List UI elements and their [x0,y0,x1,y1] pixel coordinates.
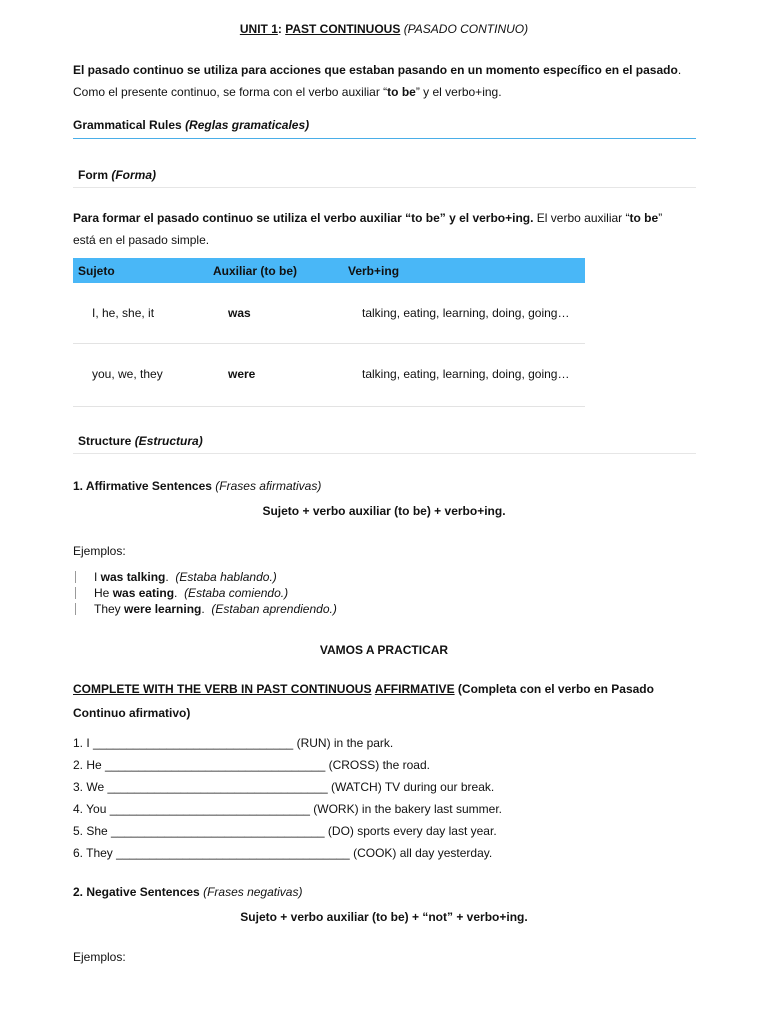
table-header [73,258,585,283]
table-row-1-verb: talking, eating, learning, doing, going… [362,306,570,320]
table-row-2-subject: you, we, they [92,367,163,381]
intro-line-2: Como el presente continuo, se forma con el verbo auxiliar “to be” y el verbo+ing. [73,85,502,99]
negative-examples-label: Ejemplos: [73,950,126,964]
negative-formula: Sujeto + verbo auxiliar (to be) + “not” + verbo+ing. [240,910,528,924]
affirmative-formula: Sujeto + verbo auxiliar (to be) + verbo+ing. [262,504,506,518]
answer-blank[interactable]: _________________________________ [107,780,328,794]
intro-line-1: El pasado continuo se utiliza para acciones que estaban pasando en un momento específico en el pasado. [73,63,682,77]
answer-blank[interactable]: ______________________________ [93,736,294,750]
page-title [0,22,768,36]
form-divider [73,187,696,188]
example-bar [75,587,76,599]
exercise-item-2: 2. He _________________________________ (CROSS) the road. [73,758,430,772]
answer-blank[interactable]: ______________________________ [109,802,310,816]
exercise-item-3: 3. We _________________________________ (WATCH) TV during our break. [73,780,495,794]
unit-label: UNIT 1 [239,22,278,36]
exercise-item-5: 5. She ________________________________ (DO) sports every day last year. [73,824,497,838]
table-row-2-auxiliary: were [228,367,256,381]
topic-es-label: (PASADO CONTINUO) [403,22,529,36]
topic-label: PAST CONTINUOUS [285,22,401,36]
form-description-line-2: está en el pasado simple. [73,233,210,247]
exercise-item-4: 4. You ______________________________ (WORK) in the bakery last summer. [73,802,502,816]
table-row-1-subject: I, he, she, it [92,306,155,320]
exercise-item-6: 6. They ___________________________________ (COOK) all day yesterday. [73,846,493,860]
table-row-1-auxiliary: was [228,306,251,320]
practice-instruction-line-1: COMPLETE WITH THE VERB IN PAST CONTINUOUS AFFIRMATIVE (Completa con el verbo en Pasado [73,682,654,696]
title-colon: : [277,22,282,36]
table-bottom-border [73,406,585,407]
answer-blank[interactable]: ___________________________________ [116,846,350,860]
affirmative-examples-label: Ejemplos: [73,544,126,558]
table-header-verb: Verb+ing [348,264,400,278]
table-header-subject: Sujeto [78,264,115,278]
grammatical-rules-heading: Grammatical Rules (Reglas gramaticales) [73,118,310,132]
answer-blank[interactable]: _________________________________ [105,758,326,772]
affirmative-example-1: I was talking. (Estaba hablando.) [94,570,277,584]
exercise-item-1: 1. I ______________________________ (RUN) in the park. [73,736,394,750]
negative-heading: 2. Negative Sentences (Frases negativas) [73,885,303,899]
table-row-2-verb: talking, eating, learning, doing, going… [362,367,570,381]
form-description-line-1: Para formar el pasado continuo se utiliza el verbo auxiliar “to be” y el verbo+ing. El verbo auxiliar “to be” [73,211,663,225]
example-bar [75,603,76,615]
section-divider [73,138,696,139]
affirmative-heading: 1. Affirmative Sentences (Frases afirmativas) [73,479,322,493]
form-heading: Form (Forma) [78,168,157,182]
table-row-divider [73,343,585,344]
structure-heading: Structure (Estructura) [78,434,203,448]
answer-blank[interactable]: ________________________________ [111,824,325,838]
structure-divider [73,453,696,454]
affirmative-example-2: He was eating. (Estaba comiendo.) [94,586,289,600]
affirmative-example-3: They were learning. (Estaban aprendiendo.) [94,602,337,616]
table-header-auxiliary: Auxiliar (to be) [213,264,298,278]
example-bar [75,571,76,583]
practice-title: VAMOS A PRACTICAR [319,643,449,657]
practice-instruction-line-2: Continuo afirmativo) [73,706,191,720]
